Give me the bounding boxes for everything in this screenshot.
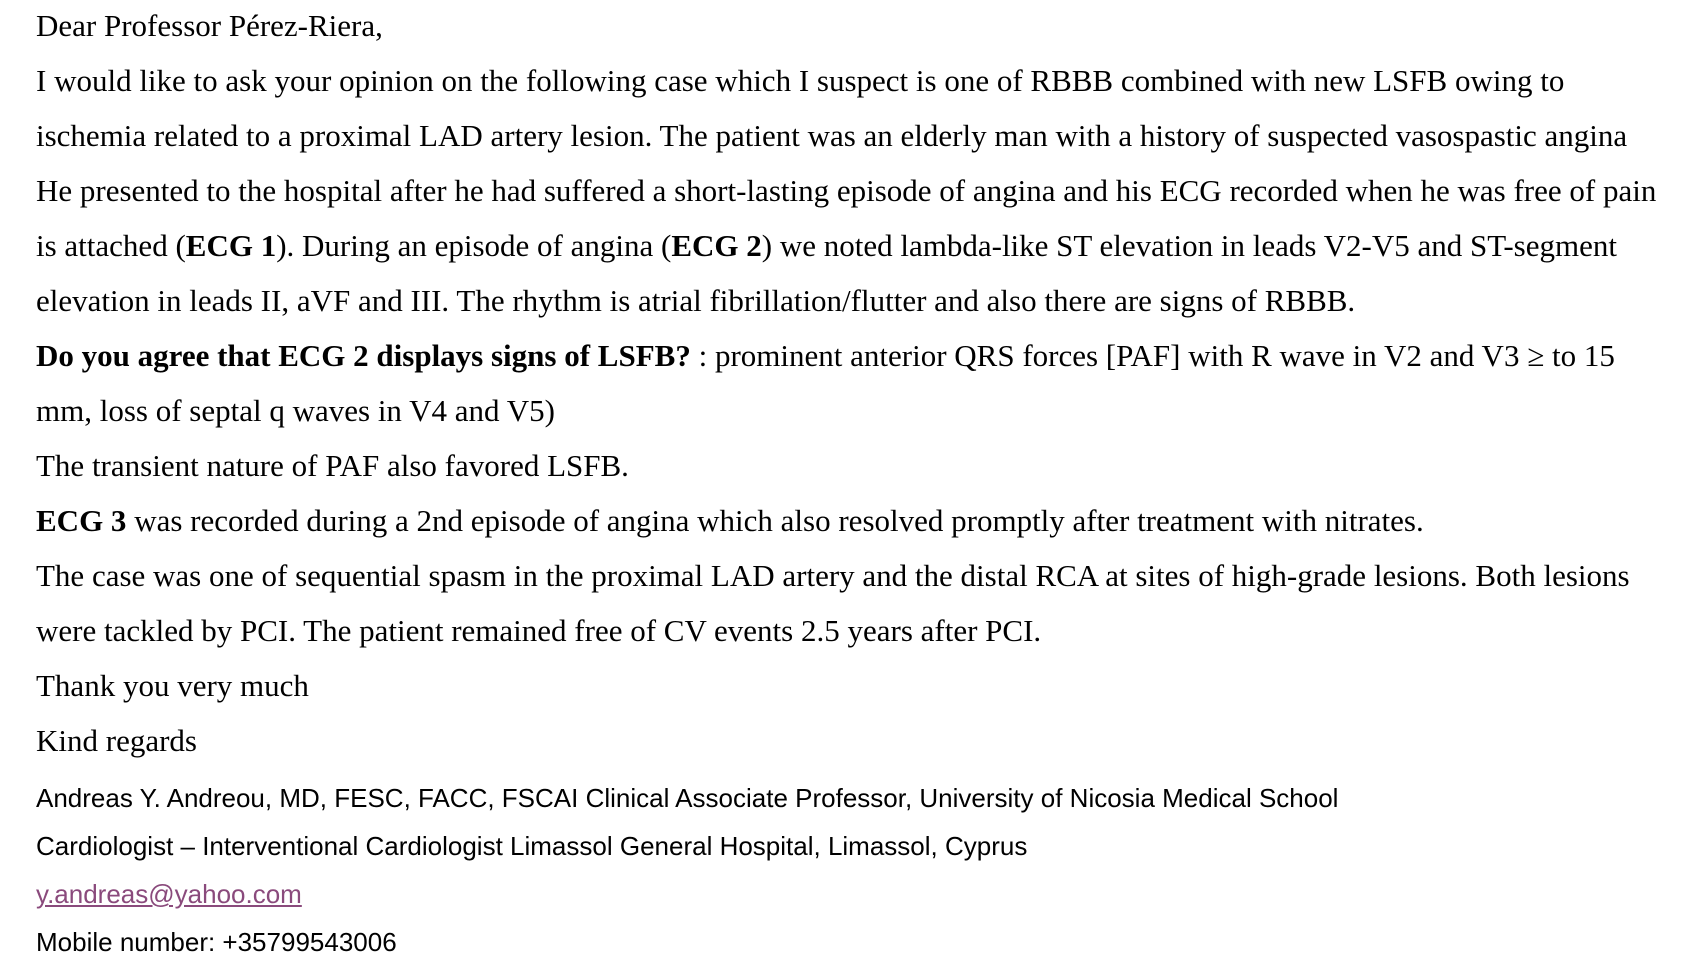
paragraph-1-line-2: ischemia related to a proximal LAD artery lesion. The patient was an elderly man with a history of suspected vasospastic angina: [36, 118, 1628, 153]
signature-mobile-line: Mobile number: +35799543006: [36, 927, 397, 957]
text-segment: ) we noted lambda-like ST elevation in leads V2-V5 and ST-segment: [761, 228, 1617, 263]
ecg-2-reference: ECG 2: [671, 228, 762, 263]
thanks-line: Thank you very much: [36, 668, 309, 703]
question-line-2: mm, loss of septal q waves in V4 and V5): [36, 393, 555, 428]
question-line-1: [36, 328, 1707, 383]
question-rest: : prominent anterior QRS forces [PAF] with R wave in V2 and V3 ≥ to 15: [690, 338, 1615, 373]
case-line-2: were tackled by PCI. The patient remained free of CV events 2.5 years after PCI.: [36, 613, 1042, 648]
text-segment: is attached (: [36, 228, 186, 263]
text-segment: ). During an episode of angina (: [276, 228, 672, 263]
ecg-3-text: was recorded during a 2nd episode of angina which also resolved promptly after treatment with nitrates.: [126, 503, 1424, 538]
email-link[interactable]: y.andreas@yahoo.com: [36, 879, 302, 909]
question-bold: Do you agree that ECG 2 displays signs of LSFB?: [36, 338, 691, 373]
signature-email-line: [36, 870, 1707, 918]
signature-affiliation-line: Cardiologist – Interventional Cardiologist Limassol General Hospital, Limassol, Cyprus: [36, 831, 1028, 861]
greeting: Dear Professor Pérez-Riera,: [36, 8, 383, 43]
ecg-1-reference: ECG 1: [185, 228, 277, 263]
letter-document: [36, 0, 1707, 960]
case-line-1: The case was one of sequential spasm in the proximal LAD artery and the distal RCA at sites of high-grade lesions. Both lesions: [36, 558, 1630, 593]
transient-paragraph: The transient nature of PAF also favored LSFB.: [36, 448, 629, 483]
paragraph-1-line-4: [36, 218, 1707, 273]
ecg-3-reference: ECG 3: [36, 503, 127, 538]
paragraph-1-line-5: elevation in leads II, aVF and III. The rhythm is atrial fibrillation/flutter and also there are signs of RBBB.: [36, 283, 1356, 318]
ecg-3-paragraph: [36, 493, 1707, 548]
paragraph-1-line-1: I would like to ask your opinion on the following case which I suspect is one of RBBB combined with new LSFB owing to: [36, 63, 1565, 98]
paragraph-1-line-3: He presented to the hospital after he had suffered a short-lasting episode of angina and his ECG recorded when he was free of pain: [36, 173, 1657, 208]
regards-line: Kind regards: [36, 723, 197, 758]
signature-name-line: Andreas Y. Andreou, MD, FESC, FACC, FSCAI Clinical Associate Professor, University of Nicosia Medical School: [36, 783, 1339, 813]
